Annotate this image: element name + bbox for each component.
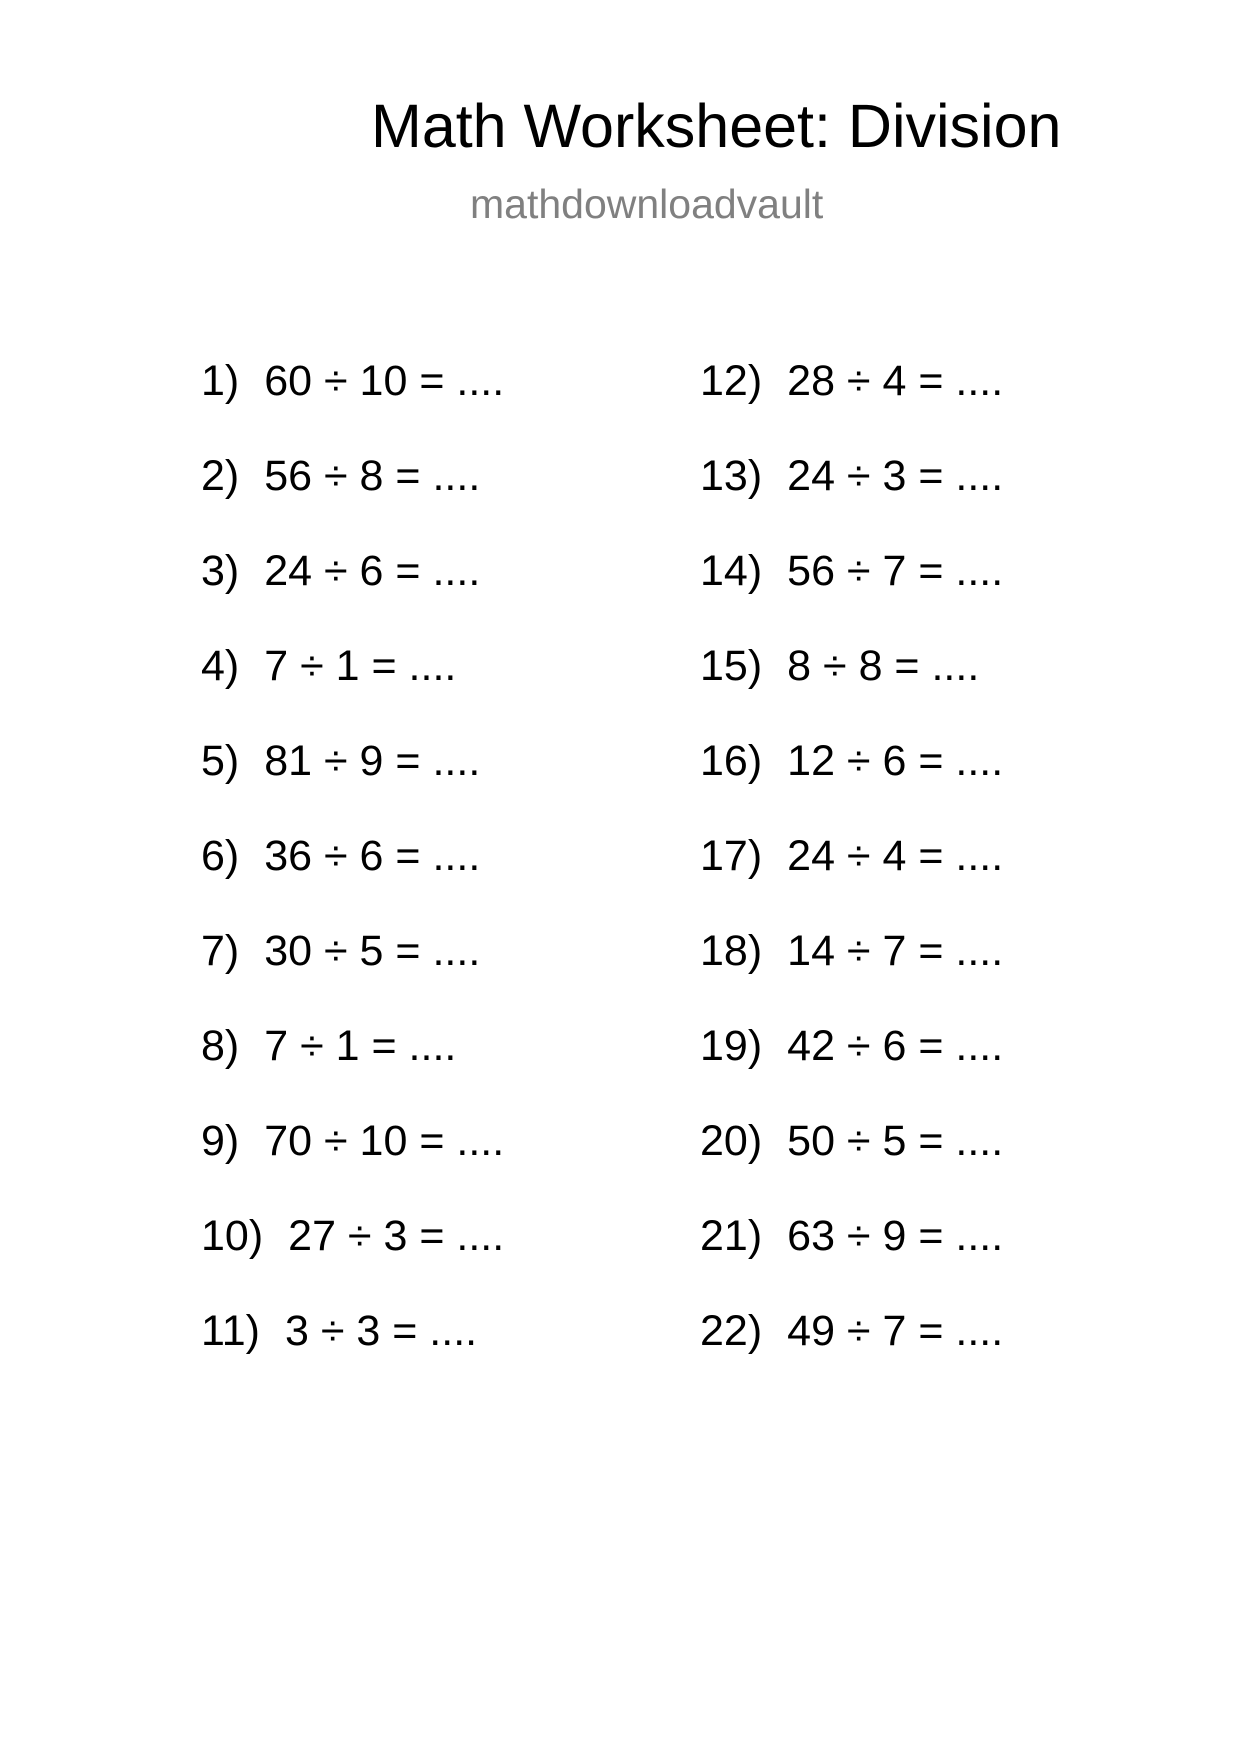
problem-expression: 49 ÷ 7 = .... xyxy=(787,1307,1004,1355)
problem-expression: 36 ÷ 6 = .... xyxy=(264,832,481,880)
problem-item xyxy=(700,1212,1004,1310)
problem-expression: 12 ÷ 6 = .... xyxy=(787,737,1004,785)
problem-expression: 28 ÷ 4 = .... xyxy=(787,357,1004,405)
problem-expression: 14 ÷ 7 = .... xyxy=(787,927,1004,975)
problem-expression: 56 ÷ 7 = .... xyxy=(787,547,1004,595)
problem-expression: 3 ÷ 3 = .... xyxy=(284,1307,478,1355)
problem-number: 14) xyxy=(700,547,763,595)
problem-number: 2) xyxy=(201,452,240,500)
problem-number: 3) xyxy=(201,547,240,595)
problem-expression: 30 ÷ 5 = .... xyxy=(264,927,481,975)
problem-number: 19) xyxy=(700,1022,763,1070)
problem-item xyxy=(700,1022,1004,1120)
problem-number: 4) xyxy=(201,642,240,690)
problem-number: 12) xyxy=(700,357,763,405)
problem-number: 17) xyxy=(700,832,763,880)
problem-column-left xyxy=(201,357,505,1405)
problem-expression: 63 ÷ 9 = .... xyxy=(787,1212,1004,1260)
problem-item xyxy=(201,1307,504,1405)
problem-item xyxy=(201,832,504,930)
problem-expression: 24 ÷ 6 = .... xyxy=(264,547,481,595)
problem-column-right xyxy=(700,357,1004,1405)
problem-number: 16) xyxy=(700,737,763,785)
problem-number: 10) xyxy=(201,1212,264,1260)
problem-item xyxy=(700,1117,1004,1215)
problem-expression: 56 ÷ 8 = .... xyxy=(264,452,481,500)
problem-item xyxy=(201,452,504,550)
problem-number: 5) xyxy=(201,737,240,785)
problem-expression: 8 ÷ 8 = .... xyxy=(787,642,980,690)
problem-expression: 24 ÷ 3 = .... xyxy=(787,452,1004,500)
problem-item xyxy=(700,642,1003,740)
problem-item xyxy=(201,642,504,740)
problem-expression: 7 ÷ 1 = .... xyxy=(264,1022,457,1070)
problem-expression: 24 ÷ 4 = .... xyxy=(787,832,1004,880)
problem-item xyxy=(700,832,1004,930)
problem-item xyxy=(201,547,504,645)
problem-item xyxy=(201,737,504,835)
problem-number: 20) xyxy=(700,1117,763,1165)
problem-item xyxy=(201,1022,504,1120)
problem-item xyxy=(700,452,1004,550)
problem-number: 9) xyxy=(201,1117,240,1165)
problem-number: 15) xyxy=(700,642,763,690)
problem-expression: 70 ÷ 10 = .... xyxy=(264,1117,505,1165)
problem-number: 1) xyxy=(201,357,240,405)
problem-number: 8) xyxy=(201,1022,240,1070)
problem-expression: 7 ÷ 1 = .... xyxy=(264,642,457,690)
problem-item xyxy=(700,927,1004,1025)
problem-item xyxy=(700,737,1004,835)
problem-item xyxy=(700,357,1004,455)
problem-number: 6) xyxy=(201,832,240,880)
problem-number: 22) xyxy=(700,1307,763,1355)
problem-number: 11) xyxy=(201,1307,260,1355)
problem-number: 21) xyxy=(700,1212,763,1260)
problem-item xyxy=(201,927,504,1025)
problem-expression: 42 ÷ 6 = .... xyxy=(787,1022,1004,1070)
problem-expression: 81 ÷ 9 = .... xyxy=(264,737,481,785)
problem-number: 7) xyxy=(201,927,240,975)
problem-expression: 60 ÷ 10 = .... xyxy=(264,357,505,405)
page-subtitle: mathdownloadvault xyxy=(470,181,824,227)
problem-number: 13) xyxy=(700,452,763,500)
problem-item xyxy=(700,1307,1004,1405)
problem-expression: 50 ÷ 5 = .... xyxy=(787,1117,1004,1165)
problem-expression: 27 ÷ 3 = .... xyxy=(288,1212,505,1260)
problem-item xyxy=(700,547,1004,645)
problem-item xyxy=(201,1117,505,1215)
problem-item xyxy=(201,1212,505,1310)
page-title: Math Worksheet: Division xyxy=(371,92,1062,160)
problem-item xyxy=(201,357,505,455)
problem-number: 18) xyxy=(700,927,763,975)
